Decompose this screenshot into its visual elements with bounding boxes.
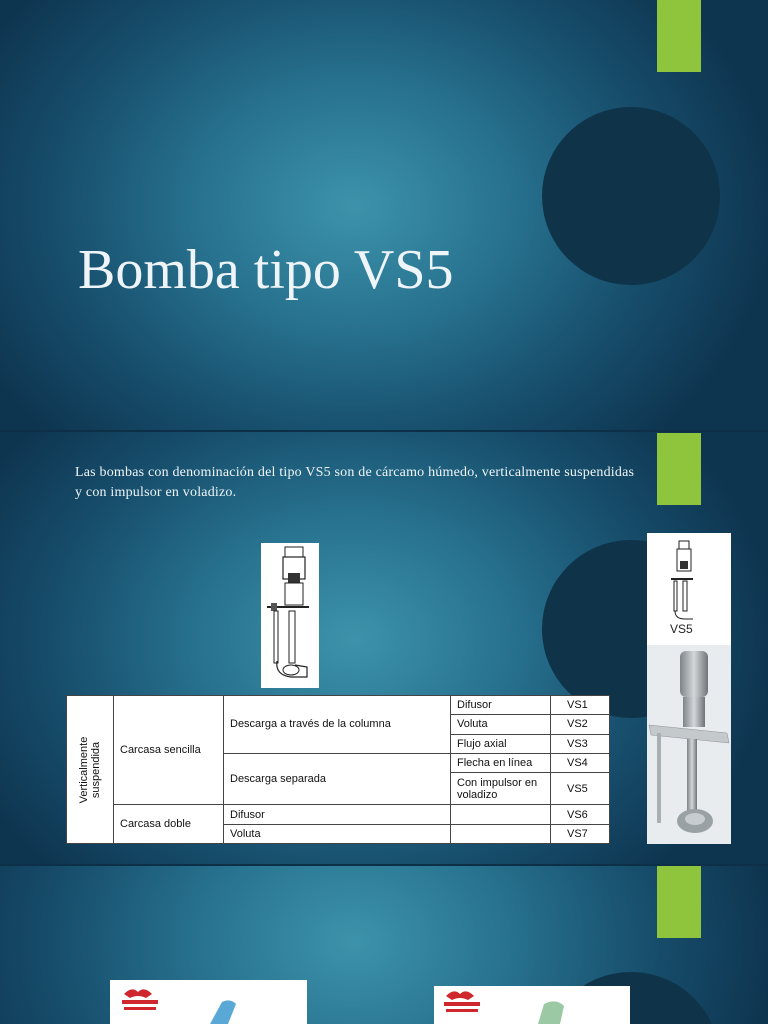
product-card-image — [110, 980, 307, 1024]
code-cell: VS4 — [551, 753, 610, 772]
pump-schematic-icon — [261, 543, 319, 688]
casing-cell: Carcasa doble — [114, 805, 224, 844]
code-cell: VS5 — [551, 773, 610, 805]
type-cell: Voluta — [224, 824, 451, 843]
type-cell: Flecha en línea — [451, 753, 551, 772]
code-cell: VS1 — [551, 696, 610, 715]
type-cell: Difusor — [451, 696, 551, 715]
group-cell — [67, 696, 114, 844]
discharge-cell: Descarga separada — [224, 753, 451, 805]
type-cell: Flujo axial — [451, 734, 551, 753]
code-cell: VS7 — [551, 824, 610, 843]
brand-logo-icon — [434, 986, 630, 1024]
type-cell: Difusor — [224, 805, 451, 824]
discharge-cell: Descarga a través de la columna — [224, 696, 451, 754]
empty-cell — [451, 805, 551, 824]
slide-1 — [0, 0, 768, 430]
decor-circle — [542, 107, 720, 285]
accent-bar — [657, 866, 701, 938]
accent-bar — [657, 433, 701, 505]
type-cell: Con impulsor en voladizo — [451, 773, 551, 805]
casing-cell: Carcasa sencilla — [114, 696, 224, 805]
group-label: suspendida — [90, 741, 102, 798]
pump-classification-table — [66, 695, 610, 844]
slide-title: Bomba tipo VS5 — [78, 239, 454, 301]
slide-3 — [0, 866, 768, 1024]
slide-paragraph: Las bombas con denominación del tipo VS5 son de cárcamo húmedo, verticalmente suspendidas y con impulsor en voladizo. — [75, 465, 635, 500]
brand-logo-icon — [110, 980, 307, 1024]
code-cell: VS3 — [551, 734, 610, 753]
type-cell: Voluta — [451, 715, 551, 734]
pump-photo-icon — [647, 533, 731, 844]
product-card-image — [434, 986, 630, 1024]
code-cell: VS2 — [551, 715, 610, 734]
code-cell: VS6 — [551, 805, 610, 824]
accent-bar — [657, 0, 701, 72]
pump-image-label: VS5 — [670, 622, 693, 636]
empty-cell — [451, 824, 551, 843]
group-label: Verticalmente — [78, 736, 90, 803]
